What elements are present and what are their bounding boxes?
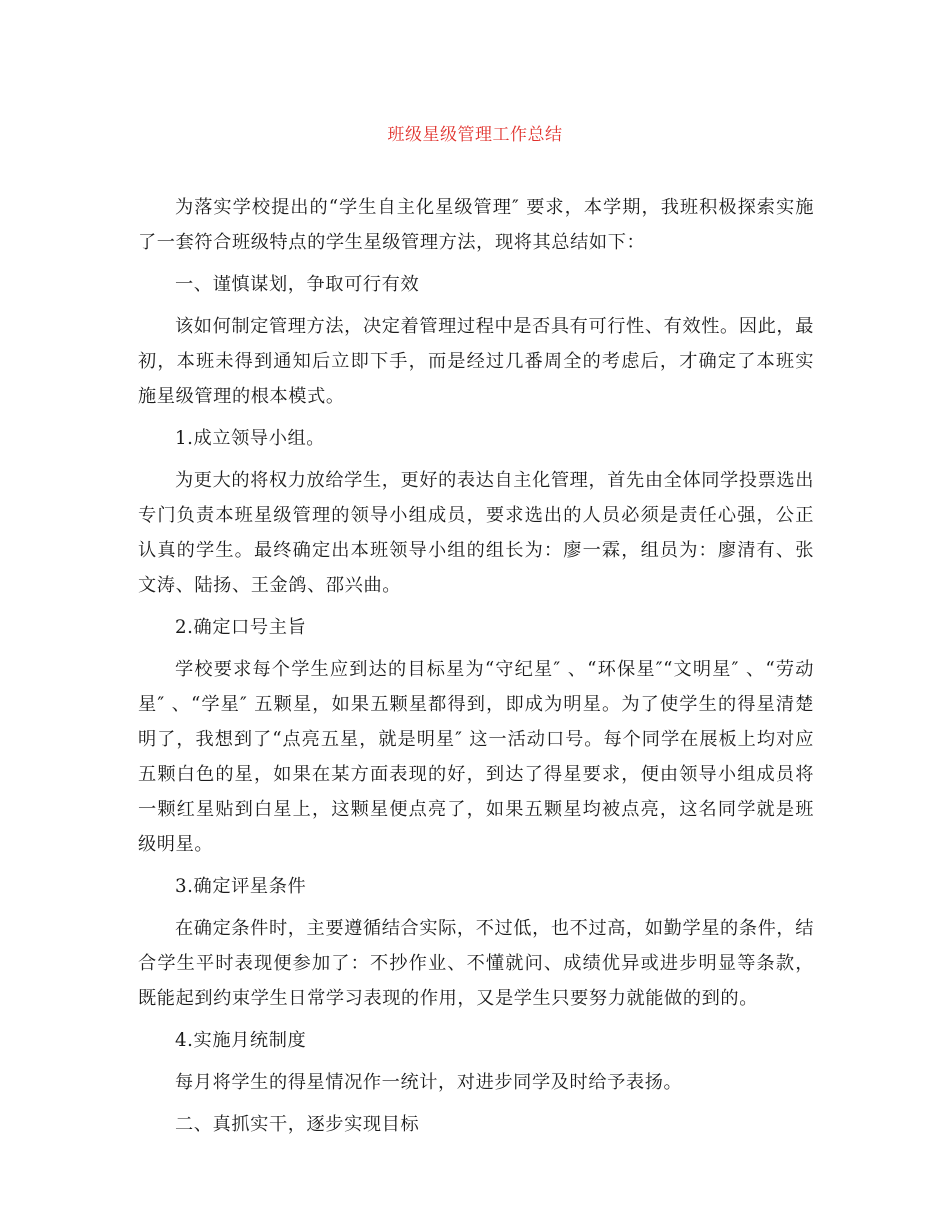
paragraph: 为更大的将权力放给学生，更好的表达自主化管理，首先由全体同学投票选出专门负责本班星级管理的领导小组成员，要求选出的人员必须是责任心强，公正认真的学生。最终确定出本班领导小组的组长为：廖一霖，组员为：廖清有、张文涛、陆扬、王金鸽、邵兴曲。 xyxy=(138,470,814,596)
subheading-4: 4.实施月统制度 xyxy=(175,1030,307,1051)
document-title: 班级星级管理工作总结 xyxy=(387,125,563,145)
subheading-2: 2.确定口号主旨 xyxy=(175,617,307,638)
paragraph: 学校要求每个学生应到达的目标星为“守纪星″ 、“环保星″“文明星″ 、“劳动星″ 、“学星″ 五颗星，如果五颗星都得到，即成为明星。为了使学生的得星清楚明了，我想到了“点亮五星，就是明星″ 这一活动口号。每个同学在展板上均对应五颗白色的星，如果在某方面表现的好，到达了得星要求，便由领导小组成员将一颗红星贴到白星上，这颗星便点亮了，如果五颗星均被点亮，这名同学就是班级明星。 xyxy=(138,659,814,855)
paragraph: 该如何制定管理方法，决定着管理过程中是否具有可行性、有效性。因此，最初，本班未得到通知后立即下手，而是经过几番周全的考虑后，才确定了本班实施星级管理的根本模式。 xyxy=(138,316,814,407)
subheading-1: 1.成立领导小组。 xyxy=(175,428,326,449)
paragraph-intro: 为落实学校提出的“学生自主化星级管理″ 要求，本学期，我班积极探索实施了一套符合班级特点的学生星级管理方法，现将其总结如下： xyxy=(138,197,814,253)
paragraph: 在确定条件时，主要遵循结合实际，不过低，也不过高，如勤学星的条件，结合学生平时表现便参加了：不抄作业、不懂就问、成绩优异或进步明显等条款，既能起到约束学生日常学习表现的作用，又是学生只要努力就能做的到的。 xyxy=(138,918,814,1009)
subheading-3: 3.确定评星条件 xyxy=(175,876,307,897)
section-heading-2: 二、真抓实干，逐步实现目标 xyxy=(175,1114,420,1135)
paragraph: 每月将学生的得星情况作一统计，对进步同学及时给予表扬。 xyxy=(175,1072,683,1093)
document-body xyxy=(138,190,814,1149)
section-heading-1: 一、谨慎谋划，争取可行有效 xyxy=(175,274,420,295)
